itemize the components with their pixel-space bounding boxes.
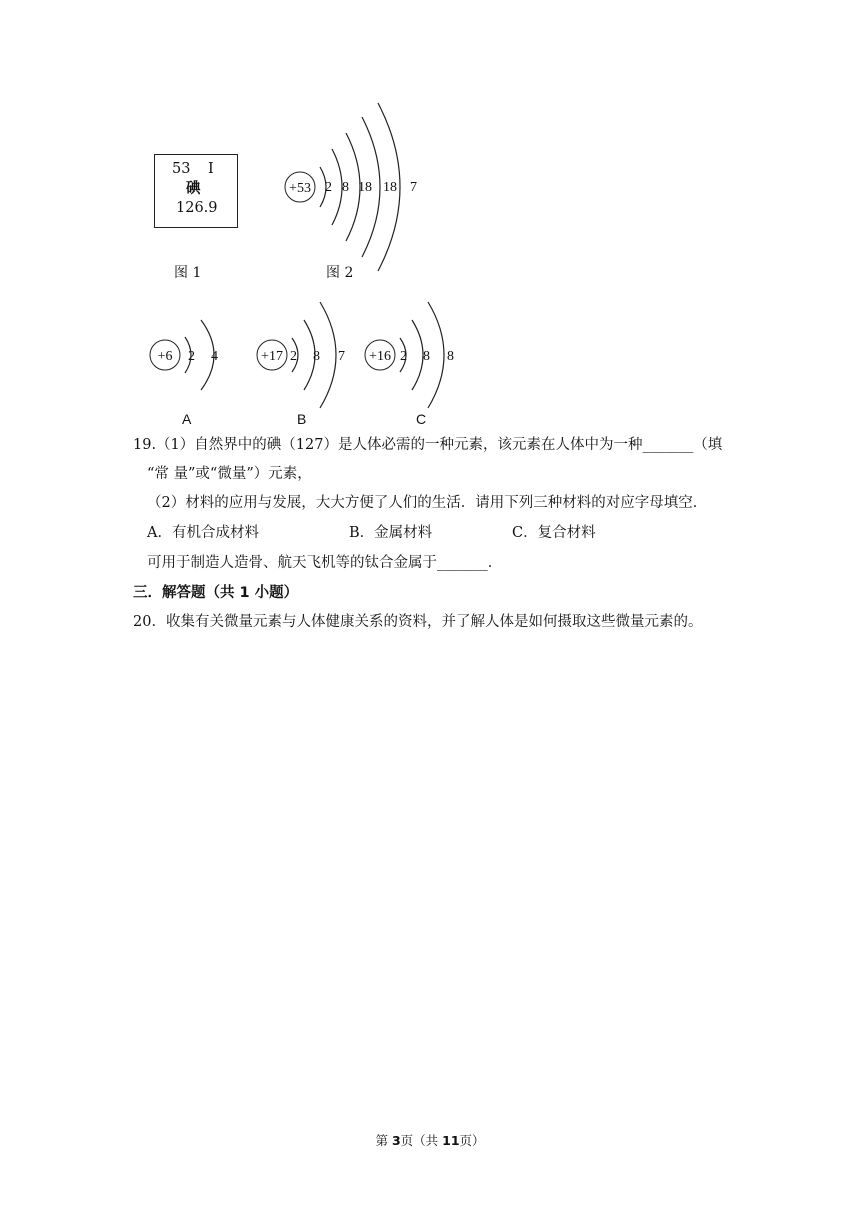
iodine-atom-diagram (270, 95, 430, 275)
structure-c-diagram (360, 298, 470, 413)
atomic-mass: 126.9 (176, 200, 218, 216)
q19-option-c: C．复合材料 (512, 525, 596, 541)
shell-count: 7 (410, 180, 417, 195)
q19-line2: “常 量”或“微量”）元素， (147, 466, 312, 482)
structure-a-label: A (182, 411, 192, 427)
footer-page-number: 3 (391, 1133, 401, 1148)
shell-count: 2 (400, 349, 407, 364)
q19-option-b: B．金属材料 (349, 525, 433, 541)
page-footer (0, 1131, 860, 1149)
structure-c-label: C (416, 411, 427, 427)
nucleus-charge: +16 (369, 349, 391, 364)
shell-arc (332, 149, 342, 225)
structure-b-diagram (252, 298, 362, 413)
q19-line1: 19.（1）自然界中的碘（127）是人体必需的一种元素，该元素在人体中为一种_______（填 (133, 437, 723, 453)
figure1-caption: 图 1 (174, 265, 202, 281)
figure2-caption: 图 2 (326, 265, 354, 281)
q19-line5: 可用于制造人造骨、航天飞机等的钛合金属于_______． (147, 555, 503, 571)
shell-count: 8 (342, 180, 349, 195)
shell-count: 2 (290, 349, 297, 364)
element-name: 碘 (186, 181, 201, 197)
nucleus-charge: +53 (289, 181, 311, 196)
q20-text: 20．收集有关微量元素与人体健康关系的资料，并了解人体是如何摄取这些微量元素的。 (133, 614, 703, 630)
nucleus-charge: +6 (157, 349, 173, 364)
shell-count: 8 (447, 349, 454, 364)
atomic-number: 53 (172, 161, 191, 177)
shell-count: 18 (383, 180, 397, 195)
shell-count: 18 (358, 180, 372, 195)
footer-prefix: 第 (375, 1133, 392, 1148)
structure-a-diagram (145, 310, 235, 410)
q19-line3: （2）材料的应用与发展，大大方便了人们的生活．请用下列三种材料的对应字母填空． (147, 495, 708, 511)
structure-b-label: B (297, 411, 307, 427)
footer-mid: 页（共 (400, 1133, 443, 1148)
shell-count: 4 (211, 349, 218, 364)
element-symbol: I (208, 161, 214, 177)
section-heading: 三．解答题（共 1 小题） (133, 585, 299, 601)
footer-suffix: 页） (459, 1133, 485, 1148)
shell-count: 2 (325, 180, 332, 195)
footer-total-pages: 11 (442, 1133, 460, 1148)
shell-count: 8 (313, 349, 320, 364)
q19-option-a: A．有机合成材料 (147, 525, 259, 541)
nucleus-charge: +17 (261, 349, 283, 364)
shell-count: 7 (338, 349, 345, 364)
shell-count: 2 (188, 349, 195, 364)
shell-count: 8 (423, 349, 430, 364)
